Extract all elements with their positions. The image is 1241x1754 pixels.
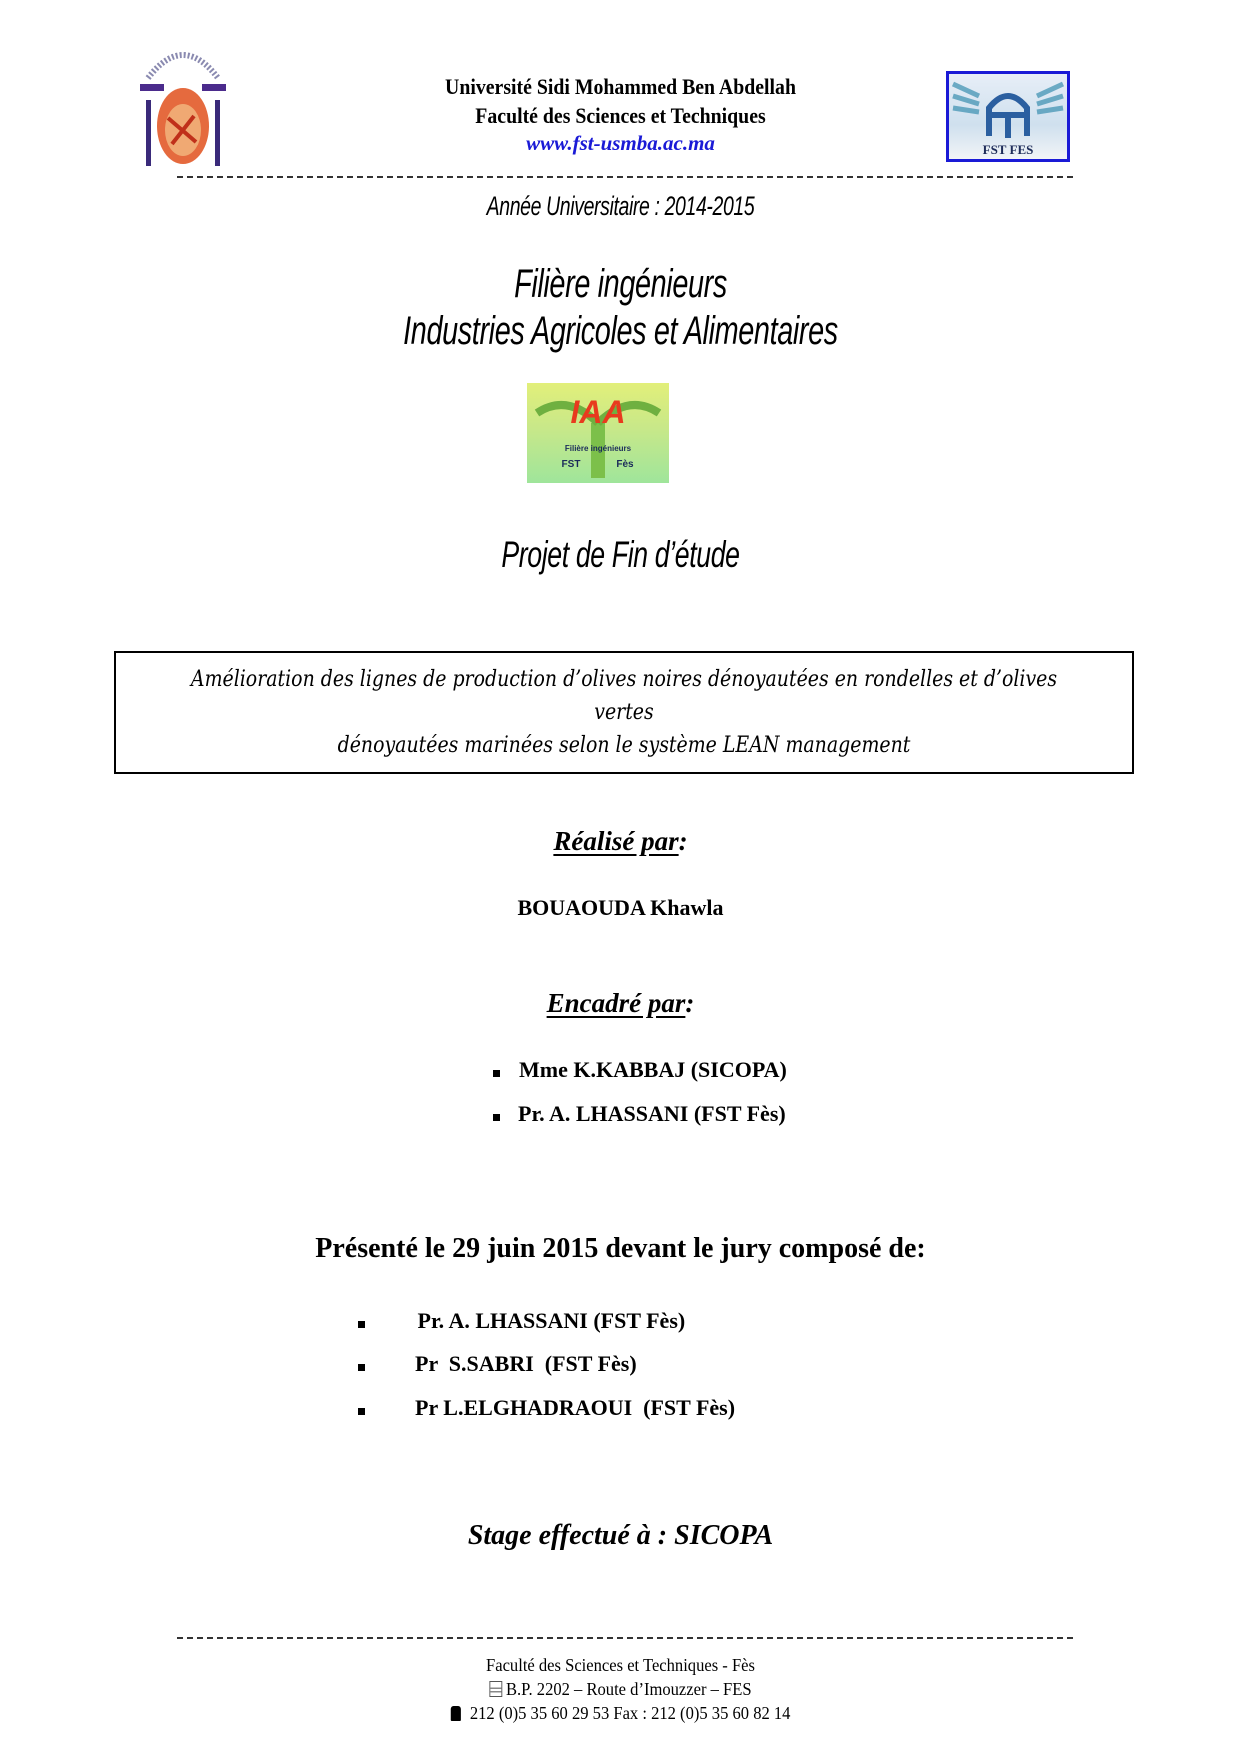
bullet-icon bbox=[358, 1364, 365, 1371]
bullet-icon bbox=[358, 1408, 365, 1415]
svg-text:Fès: Fès bbox=[616, 459, 634, 470]
svg-text:Filière ingénieurs: Filière ingénieurs bbox=[564, 444, 632, 453]
svg-text:FST: FST bbox=[561, 459, 581, 470]
mailbox-icon bbox=[489, 1681, 502, 1697]
bullet-icon bbox=[493, 1114, 500, 1121]
bullet-icon bbox=[493, 1070, 500, 1077]
footer-address: B.P. 2202 – Route d’Imouzzer – FES bbox=[50, 1679, 1192, 1700]
jury-item: Pr S.SABRI (FST Fès) bbox=[415, 1351, 637, 1376]
university-name: Université Sidi Mohammed Ben Abdellah bbox=[445, 74, 796, 99]
supervisor-item: Pr. A. LHASSANI (FST Fès) bbox=[518, 1101, 786, 1126]
program-line-2: Industries Agricoles et Alimentaires bbox=[403, 309, 838, 353]
telephone-icon bbox=[451, 1706, 461, 1721]
internship-location: Stage effectué à : SICOPA bbox=[467, 1520, 774, 1551]
footer-divider bbox=[177, 1637, 1073, 1639]
svg-text:FST FES: FST FES bbox=[982, 142, 1034, 157]
website-link[interactable]: www.fst-usmba.ac.ma bbox=[526, 131, 715, 155]
faculty-name: Faculté des Sciences et Techniques bbox=[475, 103, 766, 128]
document-type: Projet de Fin d’étude bbox=[501, 534, 740, 575]
thesis-title-line-2: dénoyautées marinées selon le système LEAN management bbox=[337, 733, 911, 758]
jury-item: Pr L.ELGHADRAOUI (FST Fès) bbox=[415, 1395, 736, 1420]
footer-phone-fax: 212 (0)5 35 60 29 53 Fax : 212 (0)5 35 60 82 14 bbox=[50, 1703, 1192, 1724]
author-name: BOUAOUDA Khawla bbox=[517, 895, 724, 920]
iaa-program-logo bbox=[527, 383, 669, 483]
program-title bbox=[0, 262, 1241, 354]
thesis-title bbox=[187, 663, 1061, 762]
jury-heading: Présenté le 29 juin 2015 devant le jury composé de: bbox=[315, 1233, 926, 1264]
jury-item: Pr. A. LHASSANI (FST Fès) bbox=[412, 1308, 686, 1333]
program-line-1: Filière ingénieurs bbox=[514, 262, 727, 306]
supervisor-item: Mme K.KABBAJ (SICOPA) bbox=[519, 1057, 787, 1082]
supervisors-heading: Encadré par: bbox=[546, 988, 695, 1018]
author-heading: Réalisé par: bbox=[553, 826, 688, 856]
bullet-icon bbox=[358, 1321, 365, 1328]
footer-faculty: Faculté des Sciences et Techniques - Fès bbox=[486, 1655, 755, 1675]
svg-text:IAA: IAA bbox=[570, 394, 626, 430]
thesis-title-box bbox=[114, 651, 1134, 774]
header-divider bbox=[177, 176, 1073, 178]
academic-year: Année Universitaire : 2014-2015 bbox=[486, 191, 755, 221]
thesis-title-line-1: Amélioration des lignes de production d’olives noires dénoyautées en rondelles et d’olives vertes bbox=[190, 667, 1058, 725]
fst-fes-logo bbox=[946, 71, 1070, 162]
